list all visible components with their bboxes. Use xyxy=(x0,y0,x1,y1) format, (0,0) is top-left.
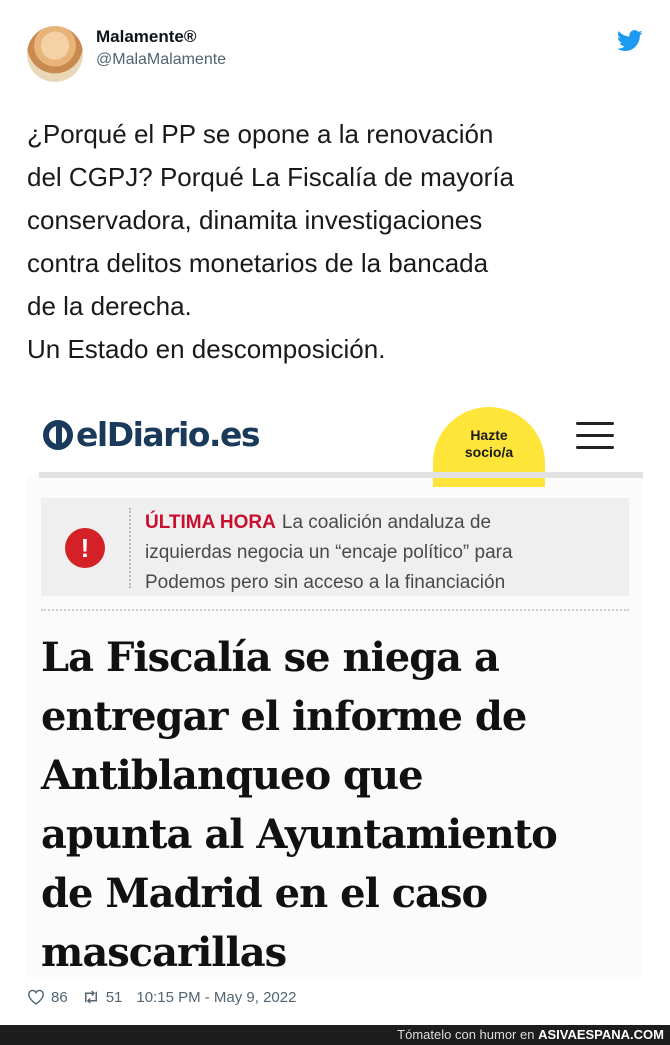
tweet-line: conservadora, dinamita investigaciones xyxy=(27,205,483,235)
heart-icon[interactable] xyxy=(27,989,45,1005)
footer-prefix: Tómatelo con humor en xyxy=(397,1027,535,1042)
footer-site-link[interactable]: ASIVAESPANA.COM xyxy=(538,1027,664,1042)
tweet-line: ¿Porqué el PP se opone a la renovación xyxy=(27,119,494,149)
timestamp[interactable]: 10:15 PM - May 9, 2022 xyxy=(136,988,297,1006)
socio-label-line1: Hazte xyxy=(470,427,508,443)
tweet-line: del CGPJ? Porqué La Fiscalía de mayoría xyxy=(27,162,515,192)
retweet-count: 51 xyxy=(105,988,123,1006)
breaking-news-text xyxy=(145,508,605,598)
breaking-line: izquierdas negocia un “encaje político” para xyxy=(145,542,513,563)
user-name[interactable]: Malamente® xyxy=(96,27,197,46)
user-handle[interactable]: @MalaMalamente xyxy=(96,51,227,68)
header-divider xyxy=(39,472,643,478)
breaking-line: Podemos pero sin acceso a la financiación xyxy=(145,572,506,593)
retweet-icon[interactable] xyxy=(82,989,100,1005)
headline-line: La Fiscalía se niega a xyxy=(41,634,499,681)
breaking-label: ÚLTIMA HORA xyxy=(145,512,276,533)
breaking-line: La coalición andaluza de xyxy=(281,512,492,533)
tweet-text xyxy=(27,113,647,371)
socio-label-line2: socio/a xyxy=(464,444,514,460)
twitter-bird-icon[interactable] xyxy=(617,30,643,52)
tweet-meta xyxy=(27,986,296,1008)
tweet-line: contra delitos monetarios de la bancada xyxy=(27,248,489,278)
article-headline xyxy=(41,628,631,977)
headline-line: apunta al Ayuntamiento xyxy=(41,811,557,858)
logo-text: elDiario.es xyxy=(76,415,259,454)
eldiario-logo xyxy=(43,415,259,454)
like-count: 86 xyxy=(51,988,68,1006)
avatar[interactable] xyxy=(27,26,83,82)
alert-icon: ! xyxy=(65,528,105,568)
breaking-news-banner xyxy=(41,498,629,596)
headline-line: de Madrid en el caso xyxy=(41,870,488,917)
attached-image[interactable] xyxy=(27,402,643,977)
headline-line: mascarillas xyxy=(41,929,287,976)
divider xyxy=(129,508,131,588)
menu-icon xyxy=(576,422,614,450)
site-header xyxy=(27,402,643,474)
tweet-line: Un Estado en descomposición. xyxy=(27,334,386,364)
headline-line: entregar el informe de xyxy=(41,693,527,740)
logo-mark-icon xyxy=(43,420,73,450)
divider xyxy=(41,609,629,611)
watermark-footer xyxy=(0,1025,670,1045)
headline-line: Antiblanqueo que xyxy=(41,752,423,799)
tweet-line: de la derecha. xyxy=(27,291,192,321)
